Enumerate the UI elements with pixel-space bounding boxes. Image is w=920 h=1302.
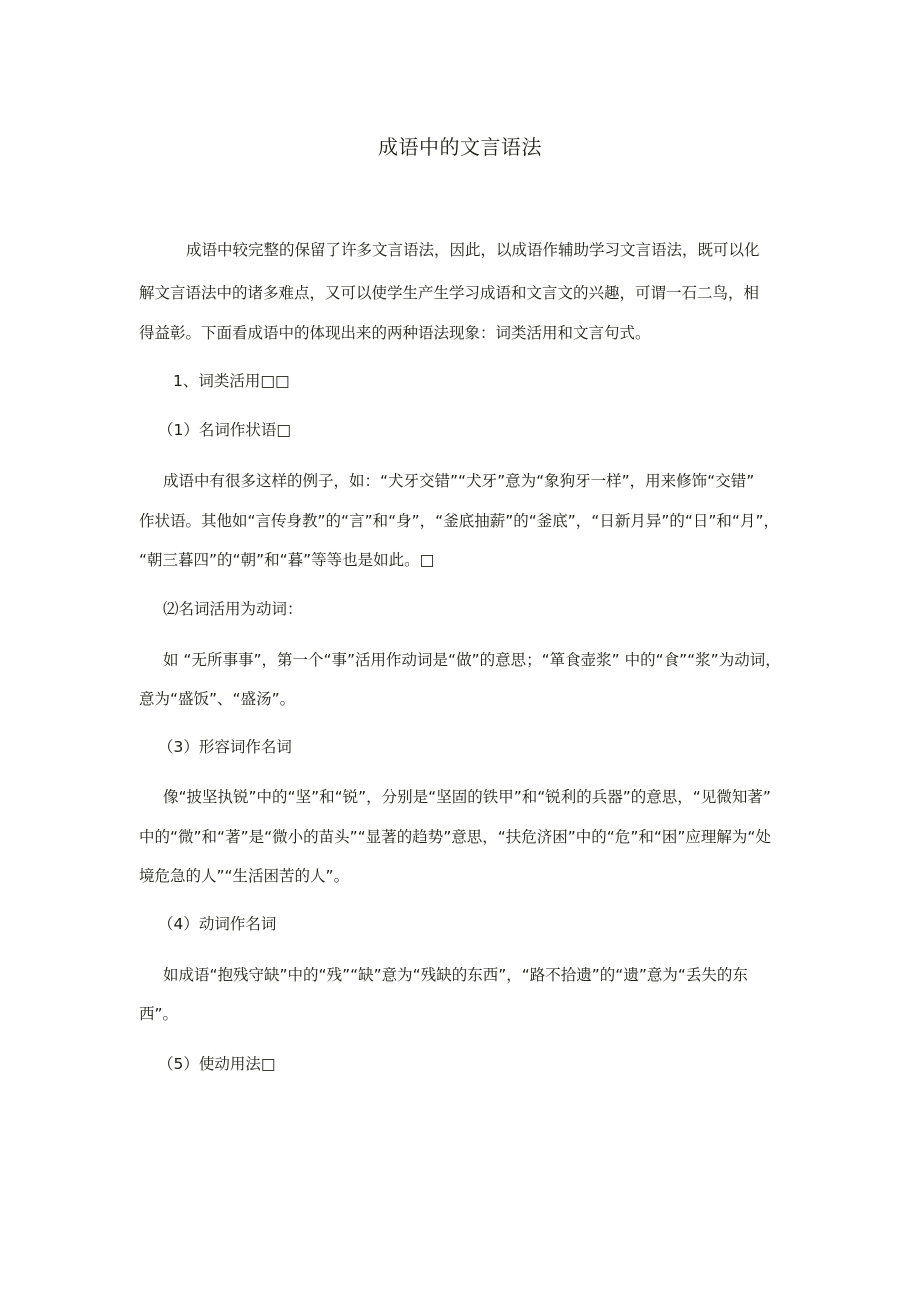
subheading-adjective-as-noun: （3）形容词作名词 [158,738,292,756]
body-line: 如成语“抱残守缺”中的“残”“缺”意为“残缺的东西”，“路不拾遗”的“遗”意为“丢失的东 [163,966,748,984]
body-line: “朝三暮四”的“朝”和“暮”等等也是如此。□ [139,551,435,569]
body-line: 成语中有很多这样的例子，如：“犬牙交错”“犬牙”意为“象狗牙一样”，用来修饰“交错” [163,472,755,490]
subheading-noun-as-verb: ⑵名词活用为动词： [163,600,303,618]
subheading-verb-as-noun: （4）动词作名词 [158,915,277,933]
document-title: 成语中的文言语法 [378,135,542,159]
body-line: 如 “无所事事”，第一个“事”活用作动词是“做”的意思；“箪食壶浆” 中的“食”“浆”为动词， [163,651,781,669]
body-line: 西”。 [139,1005,179,1023]
subheading-causative-usage: （5）使动用法□ [158,1055,276,1073]
body-line: 意为“盛饭”、“盛汤”。 [139,690,296,708]
section-heading-word-class: 1、词类活用□□ [173,372,290,390]
body-line: 中的“微”和“著”是“微小的苗头”“显著的趋势”意思，“扶危济困”中的“危”和“困”应理解为“处 [139,828,771,846]
intro-line-1: 成语中较完整的保留了许多文言语法，因此，以成语作辅助学习文言语法，既可以化 [186,241,760,259]
intro-line-3: 得益彰。下面看成语中的体现出来的两种语法现象：词类活用和文言句式。 [139,324,651,342]
body-line: 像“披坚执锐”中的“坚”和“锐”，分别是“坚固的铁甲”和“锐利的兵器”的意思，“见微知著” [163,788,771,806]
intro-line-2: 解文言语法中的诸多难点，又可以使学生产生学习成语和文言文的兴趣，可谓一石二鸟，相 [139,284,760,302]
body-line: 作状语。其他如“言传身教”的“言”和“身”，“釜底抽薪”的“釜底”，“日新月异”的“日”和“月”， [139,512,779,530]
subheading-noun-as-adverbial: （1）名词作状语□ [158,421,292,439]
body-line: 境危急的人”“生活困苦的人”。 [139,867,350,885]
